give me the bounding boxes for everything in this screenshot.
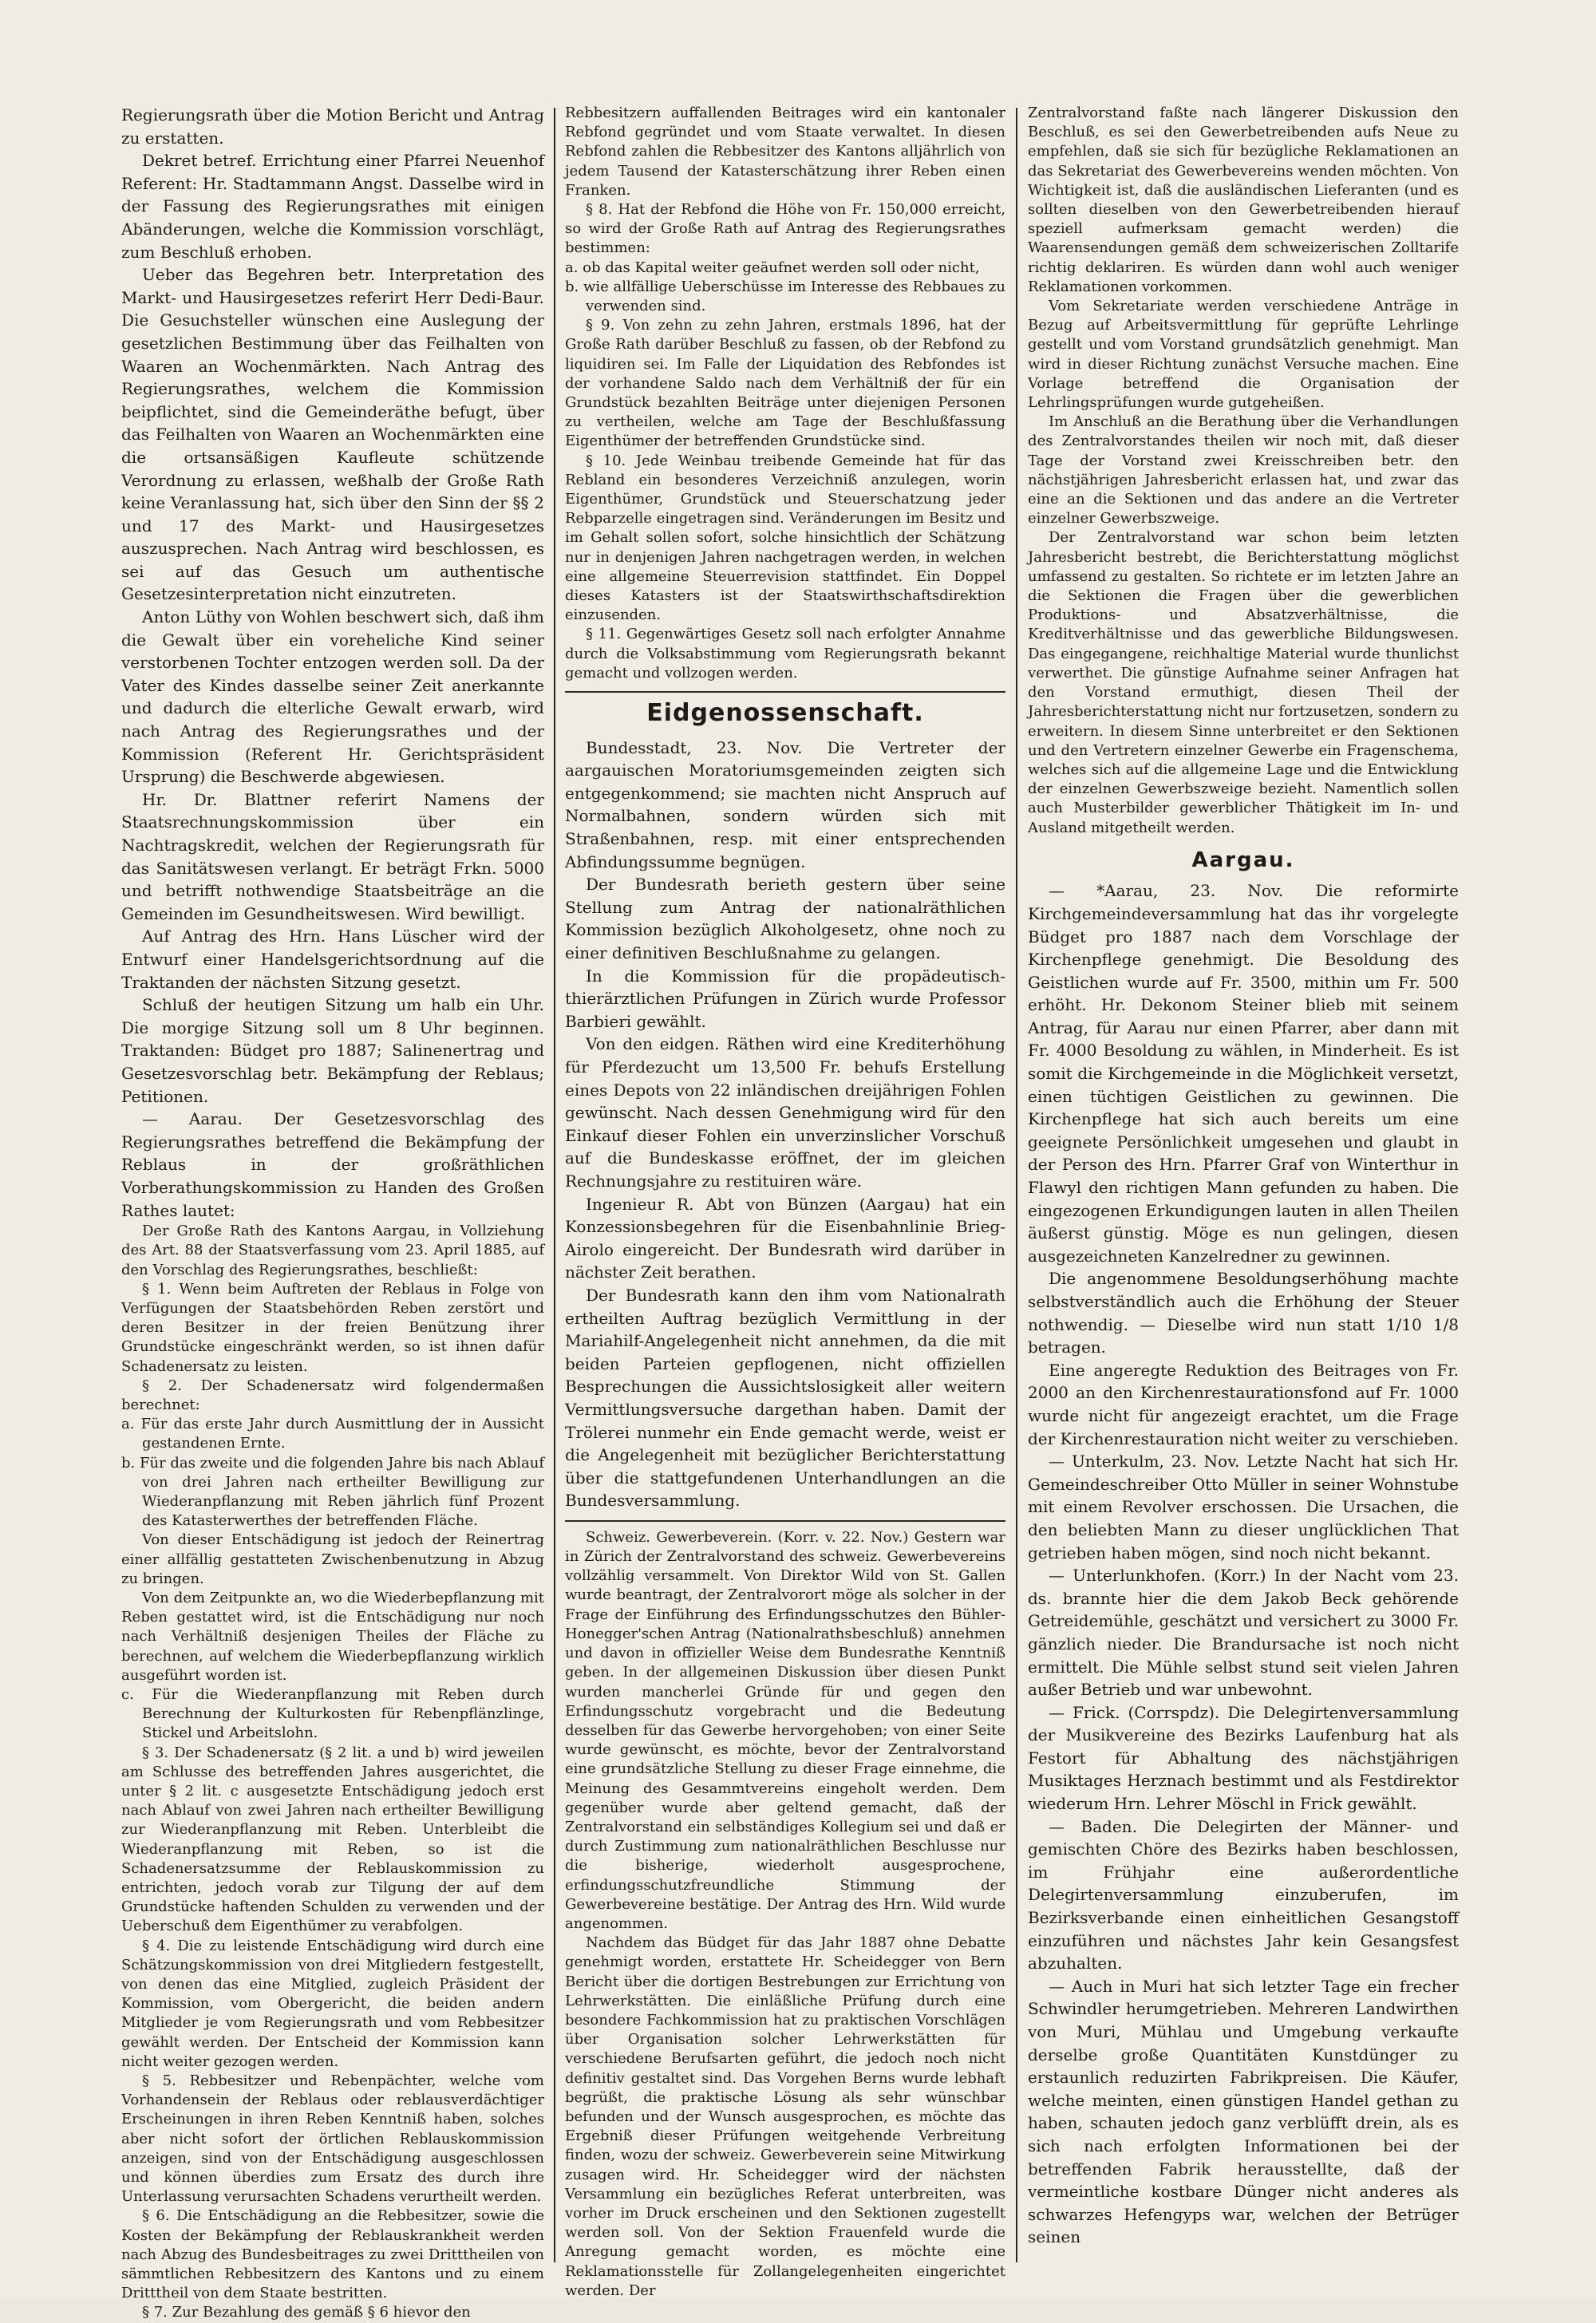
law-text bbox=[565, 104, 1005, 683]
paragraph: § 4. Die zu leistende Entschädigung wird durch eine Schätzungskommission von drei Mitgliedern festgestellt, von denen das eine Mitglied, zugleich Präsident der Kommission, vom Obergericht, die beiden andern Mitglieder je vom Regierungsrath und vom Rebbesitzer gewählt werden. Der Entscheid der Kommission kann nicht weiter gezogen werden. bbox=[121, 1937, 544, 2070]
paragraph: — Baden. Die Delegirten der Männer- und gemischten Chöre des Bezirks haben beschlossen, im Frühjahr eine außerordentliche Delegirtenversammlung einzuberufen, im Bezirksverbande einen einheitlichen Gesangstoff einzuführen und nächstes Jahr kein Gesangsfest abzuhalten. bbox=[1028, 1816, 1459, 1973]
column-3 bbox=[1028, 104, 1459, 2258]
paragraph: — *Aarau, 23. Nov. Die reformirte Kirchgemeindeversammlung hat das ihr vorgelegte Büdget pro 1887 nach dem Vorschlage der Kirchenpflege genehmigt. Die Besoldung des Geistlichen wurde auf Fr. 3500, mithin um Fr. 500 erhöht. Hr. Dekonom Steiner blieb mit seinem Antrag, für Aarau nur einen Pfarrer, aber dann mit Fr. 4000 Besoldung zu wählen, in Minderheit. Es ist somit die Kirchgemeinde in die Möglichkeit versetzt, einen tüchtigen Geistlichen zu gewinnen. Die Kirchenpflege hat sich auch bereits um eine geeignete Persönlichkeit umgesehen und glaubt in der Person des Hrn. Pfarrer Graf von Winterthur in Flawyl den richtigen Mann gefunden zu haben. Die eingezogenen Erkundigungen lauten in allen Theilen äußerst günstig. Möge es nun gelingen, diesen ausgezeichneten Kanzelredner zu gewinnen. bbox=[1028, 881, 1459, 1266]
list-item: b. wie allfällige Ueberschüsse im Interesse des Rebbaues zu verwenden sind. bbox=[565, 278, 1005, 315]
paragraph: Regierungsrath über die Motion Bericht und Antrag zu erstatten. bbox=[121, 105, 544, 148]
paragraph: Der Große Rath des Kantons Aargau, in Vollziehung des Art. 88 der Staatsverfassung vom 23. April 1885, auf den Vorschlag des Regierungsrathes, beschließt: bbox=[121, 1223, 544, 1278]
paragraph: Der Bundesrath berieth gestern über seine Stellung zum Antrag der nationalräthlichen Kommission bezüglich Alkoholgesetz, ohne noch zu einer definitiven Beschlußnahme zu gelangen. bbox=[565, 875, 1005, 963]
paragraph: Nachdem das Büdget für das Jahr 1887 ohne Debatte genehmigt worden, erstattete Hr. Scheidegger von Bern Bericht über die dortigen Bestrebungen zur Errichtung von Lehrwerkstätten. Die einläßliche Prüfung durch eine besondere Fachkommission hat zu praktischen Vorschlägen über Organisation solcher Lehrwerkstätten für verschiedene Berufsarten geführt, die jedoch noch nicht definitiv gestaltet sind. Das Vorgehen Berns wurde lebhaft begrüßt, die praktische Lösung als sehr wünschbar befunden und der Wunsch ausgesprochen, es möchte das Ergebniß dieser Prüfungen weitgehende Verbreitung finden, wozu der schweiz. Gewerbeverein seine Mitwirkung zusagen wird. Hr. Scheidegger wird der nächsten Versammlung ein bezügliches Referat unterbreiten, was vorher im Druck erscheinen und den Sektionen zugestellt werden soll. Von der Sektion Frauenfeld wurde die Anregung gemacht worden, es möchte eine Reklamationsstelle für Zollangelegenheiten eingerichtet werden. Der bbox=[565, 1934, 1005, 2299]
paragraph: § 5. Rebbesitzer und Rebenpächter, welche vom Vorhandensein der Reblaus oder reblausverdächtiger Erscheinungen in ihren Reben Kenntniß haben, solches aber nicht sofort der örtlichen Reblauskommission anzeigen, sind von der Entschädigung ausgeschlossen und können überdies zum Ersatz des durch ihre Unterlassung verursachten Schadens verurtheilt werden. bbox=[121, 2072, 544, 2206]
paragraph: § 9. Von zehn zu zehn Jahren, erstmals 1896, hat der Große Rath darüber Beschluß zu fassen, ob der Rebfond zu liquidiren sei. Im Falle der Liquidation des Rebfondes ist der vorhandene Saldo nach dem Verhältniß der für ein Grundstück bezahlten Beiträge unter diejenigen Personen zu vertheilen, welche am Tage der Beschlußfassung Eigenthümer der betreffenden Grundstücke sind. bbox=[565, 317, 1005, 450]
list-item: a. ob das Kapital weiter geäufnet werden soll oder nicht, bbox=[565, 259, 980, 276]
paragraph: Von dem Zeitpunkte an, wo die Wiederbepflanzung mit Reben gestattet wird, ist die Entschädigung nur noch nach Verhältniß desjenigen Theiles der Fläche zu berechnen, auf welchem die Wiederbepflanzung wirklich ausgeführt worden ist. bbox=[121, 1589, 544, 1684]
paragraph: Der Bundesrath kann den ihm vom Nationalrath ertheilten Auftrag bezüglich Vermittlung in der Mariahilf-Angelegenheit nicht annehmen, da die mit beiden Parteien gepflogenen, nicht offiziellen Besprechungen die Aussichtslosigkeit aller weitern Vermittlungsversuche dargethan haben. Damit der Trölerei nunmehr ein Ende gemacht werde, weist er die Angelegenheit mit bezüglicher Berichterstattung über die stattgefundenen Unterhandlungen an die Bundesversammlung. bbox=[565, 1285, 1005, 1511]
paragraph: — Aarau. Der Gesetzesvorschlag des Regierungsrathes betreffend die Bekämpfung der Reblaus in der großräthlichen Vorberathungskommission zu Handen des Großen Rathes lautet: bbox=[121, 1109, 544, 1220]
paragraph: Anton Lüthy von Wohlen beschwert sich, daß ihm die Gewalt über ein voreheliche Kind seiner verstorbenen Tochter entzogen werden soll. Da der Vater des Kindes dasselbe seiner Zeit anerkannte und dadurch die elterliche Gewalt erwarb, wird nach Antrag des Regierungsrathes und der Kommission (Referent Hr. Gerichtspräsident Ursprung) die Beschwerde abgewiesen. bbox=[121, 607, 544, 787]
paragraph: Von den eidgen. Räthen wird eine Krediterhöhung für Pferdezucht um 13,500 Fr. behufs Erstellung eines Depots von 22 inländischen dreijährigen Fohlen gewünscht. Nach dessen Genehmigung wird für den Einkauf dieser Fohlen ein unverzinslicher Vorschuß auf die Bundeskasse eröffnet, der im gleichen Rechnungsjahre zu restituiren wäre. bbox=[565, 1034, 1005, 1191]
paragraph: Der Zentralvorstand war schon beim letzten Jahresbericht bestrebt, die Berichterstattung möglichst umfassend zu gestalten. So richtete er im letzten Jahre an die Sektionen die Fragen über die gewerblichen Produktions- und Absatzverhältnisse, die Kreditverhältnisse und das gewerbliche Bildungswesen. Das eingegangene, reichhaltige Material wurde thunlichst verwerthet. Die günstige Aufnahme seiner Anfragen hat den Vorstand ermuthigt, diesen Theil der Jahresberichterstattung nicht nur fortzusetzen, sondern zu erweitern. In diesem Sinne unterbreitet er den Sektionen und den Vertretern einzelner Gewerbe ein Fragenschema, welches sich auf die allgemeine Lage und die Entwicklung der einzelnen Gewerbszweige bezieht. Namentlich sollen auch Musterbilder gewerblicher Thätigkeit im In- und Ausland mitgetheilt werden. bbox=[1028, 529, 1459, 836]
article-gewerbeverein bbox=[565, 1528, 1005, 2301]
paragraph: — Unterkulm, 23. Nov. Letzte Nacht hat sich Hr. Gemeindeschreiber Otto Müller in seiner Wohnstube mit einem Revolver erschossen. Die Ursachen, die den beliebten Mann zu dieser unglücklichen That getrieben haben mögen, sind noch nicht bekannt. bbox=[1028, 1452, 1459, 1562]
paragraph: Im Anschluß an die Berathung über die Verhandlungen des Zentralvorstandes theilen wir noch mit, daß dieser Tage der Vorstand zwei Kreisschreiben betr. den nächstjährigen Jahresbericht erlassen hat, und zwar das eine an die Sektionen und das andere an die Vertreter einzelner Gewerbszweige. bbox=[1028, 413, 1459, 527]
paragraph: § 7. Zur Bezahlung des gemäß § 6 hievor den bbox=[142, 2304, 471, 2321]
paragraph: § 11. Gegenwärtiges Gesetz soll nach erfolgter Annahme durch die Volksabstimmung vom Regierungsrath bekannt gemacht und vollzogen werden. bbox=[565, 626, 1005, 681]
section-heading-eidgenossenschaft: Eidgenossenschaft. bbox=[646, 699, 924, 728]
paragraph: § 6. Die Entschädigung an die Rebbesitzer, sowie die Kosten der Bekämpfung der Reblauskrankheit werden nach Abzug des Bundesbeitrages zu zwei Dritttheilen von sämmtlichen Rebbesitzern des Kantons und zu einem Dritttheil von dem Staate bestritten. bbox=[121, 2207, 544, 2302]
paragraph: Ingenieur R. Abt von Bünzen (Aargau) hat ein Konzessionsbegehren für die Eisenbahnlinie Brieg-Airolo eingereicht. Der Bundesrath wird darüber in nächster Zeit berathen. bbox=[565, 1194, 1005, 1282]
paragraph: In die Kommission für die propädeutisch-thierärztlichen Prüfungen in Zürich wurde Professor Barbieri gewählt. bbox=[565, 966, 1005, 1031]
paragraph: Bundesstadt, 23. Nov. Die Vertreter der aargauischen Moratoriumsgemeinden zeigten sich entgegenkommend; sie machten nicht Anspruch auf Normalbahnen, sondern würden sich mit Straßenbahnen, resp. mit einer entsprechenden Abfindungssumme begnügen. bbox=[565, 737, 1005, 871]
paragraph: Auf Antrag des Hrn. Hans Lüscher wird der Entwurf einer Handelsgerichtsordnung auf die Traktanden der nächsten Sitzung gesetzt. bbox=[121, 926, 544, 992]
paragraph: Schluß der heutigen Sitzung um halb ein Uhr. Die morgige Sitzung soll um 8 Uhr beginnen. Traktanden: Büdget pro 1887; Salinenertrag und Gesetzesvorschlag betr. Bekämpfung der Reblaus; Petitionen. bbox=[121, 995, 544, 1106]
list-item: b. Für das zweite und die folgenden Jahre bis nach Ablauf von drei Jahren nach ertheilter Bewilligung zur Wiederanpflanzung mit Reben jährlich fünf Prozent des Katasterwerthes der betreffenden Fläche. bbox=[121, 1454, 544, 1530]
column-divider bbox=[1016, 108, 1017, 2262]
paragraph: — Unterlunkhofen. (Korr.) In der Nacht vom 23. ds. brannte hier die dem Jakob Beck gehörende Getreidemühle, geschätzt und versichert zu 3000 Fr. gänzlich nieder. Die Brandursache ist noch nicht ermittelt. Die Mühle selbst stund seit vielen Jahren außer Betrieb und war unbewohnt. bbox=[1028, 1566, 1459, 1700]
paragraph: — Frick. (Corrspdz). Die Delegirtenversammlung der Musikvereine des Bezirks Laufenburg hat als Festort für Abhaltung des nächstjährigen Musiktages Herznach bestimmt und als Festdirektor wiederum Hrn. Lehrer Möschl in Frick gewählt. bbox=[1028, 1702, 1459, 1814]
paragraph: § 2. Der Schadenersatz wird folgendermaßen berechnet: bbox=[121, 1377, 544, 1413]
paragraph: § 3. Der Schadenersatz (§ 2 lit. a und b) wird jeweilen am Schlusse des betreffenden Jahres ausgerichtet, die unter § 2 lit. c ausgesetzte Entschädigung jedoch erst nach Ablauf von zwei Jahren nach ertheilter Bewilligung zur Wiederanpflanzung mit Reben. Unterbleibt die Wiederanpflanzung mit Reben, so ist die Schadenersatzsumme der Reblauskommission zu entrichten, jedoch vorab zur Tilgung der auf dem Grundstücke haftenden Schulden zu verwenden und der Ueberschuß dem Eigenthümer zu verabfolgen. bbox=[121, 1744, 544, 1935]
paragraph: — Auch in Muri hat sich letzter Tage ein frecher Schwindler herumgetrieben. Mehreren Landwirthen von Muri, Mühlau und Umgebung verkaufte derselbe große Quantitäten Kunstdünger zu erstaunlich reduzirten Fabrikpreisen. Die Käufer, welche meinten, einen günstigen Handel gethan zu haben, schauten jedoch ganz verblüfft drein, als es sich nach erfolgten Informationen bei der betreffenden Fabrik herausstellte, daß der vermeintliche kostbare Dünger nicht anderes als schwarzes Hefengyps war, welchen der Betrüger seinen bbox=[1028, 1976, 1459, 2247]
paragraph: Rebbesitzern auffallenden Beitrages wird ein kantonaler Rebfond gegründet und vom Staate verwaltet. In diesen Rebfond zahlen die Rebbesitzer des Kantons alljährlich von jedem Tausend der Katasterschätzung ihrer Reben einen Franken. bbox=[565, 105, 1005, 199]
article-continuation bbox=[1028, 104, 1459, 838]
list-item: a. Für das erste Jahr durch Ausmittlung der in Aussicht gestandenen Ernte. bbox=[121, 1416, 544, 1452]
paragraph: Ueber das Begehren betr. Interpretation des Markt- und Hausirgesetzes referirt Herr Dedi-Baur. Die Gesuchsteller wünschen eine Auslegung der gesetzlichen Bestimmung über das Feilhalten von Waaren an Wochenmärkten. Nach Antrag des Regierungsrathes, welchem die Kommission beipflichtet, sind die Gemeinderäthe befugt, über das Feilhalten von Waaren an Wochenmärkten eine die ortsansäßigen Kaufleute schützende Verordnung zu erlassen, weßhalb der Große Rath keine Veranlassung hat, sich über den Sinn der §§ 2 und 17 des Markt- und Hausirgesetzes auszusprechen. Nach Antrag wird beschlossen, es sei auf das Gesuch um authentische Gesetzesinterpretation nicht einzutreten. bbox=[121, 265, 544, 604]
law-text bbox=[121, 1222, 544, 2323]
paragraph: Hr. Dr. Blattner referirt Namens der Staatsrechnungskommission über ein Nachtragskredit, welchen der Regierungsrath für das Sanitätswesen verlangt. Er beträgt Frkn. 5000 und betrifft nothwendige Staatsbeiträge an die Gemeinden im Gesundheitswesen. Wird bewilligt. bbox=[121, 789, 544, 923]
paragraph: Dekret betref. Errichtung einer Pfarrei Neuenhof Referent: Hr. Stadtammann Angst. Dasselbe wird in der Fassung des Regierungsrathes mit einigen Abänderungen, welche die Kommission vorschlägt, zum Beschluß erhoben. bbox=[121, 151, 544, 262]
column-2 bbox=[565, 104, 1005, 2299]
section-rule bbox=[565, 1520, 1005, 1522]
paragraph: Vom Sekretariate werden verschiedene Anträge in Bezug auf Arbeitsvermittlung für geprüfte Lehrlinge gestellt und vom Vorstand grundsätzlich genehmigt. Man wird in dieser Richtung zunächst Versuche machen. Eine Vorlage betreffend die Organisation der Lehrlingsprüfungen wurde gutgeheißen. bbox=[1028, 298, 1459, 412]
paragraph: Zentralvorstand faßte nach längerer Diskussion den Beschluß, es sei den Gewerbetreibenden aufs Neue zu empfehlen, daß sie sich für bezügliche Reklamationen an das Sekretariat des Gewerbevereins wenden möchten. Von Wichtigkeit ist, daß die ausländischen Lieferanten (und es sollten dieselben von den Gewerbetreibenden hierauf speziell aufmerksam gemacht werden) die Waarensendungen gemäß dem schweizerischen Zolltarife richtig deklariren. Es würden dann wohl auch weniger Reklamationen vorkommen. bbox=[1028, 105, 1459, 295]
list-item: c. Für die Wiederanpflanzung mit Reben durch Berechnung der Kulturkosten für Rebenpflänzlinge, Stickel und Arbeitslohn. bbox=[121, 1685, 544, 1742]
column-1 bbox=[121, 104, 544, 2321]
paragraph: § 1. Wenn beim Auftreten der Reblaus in Folge von Verfügungen der Staatsbehörden Reben zerstört und deren Besitzer in der freien Benützung ihrer Grundstücke eingeschränkt werden, so ist ihnen dafür Schadenersatz zu leisten. bbox=[121, 1280, 544, 1375]
paragraph: Von dieser Entschädigung ist jedoch der Reinertrag einer allfällig gestatteten Zwischenbenutzung in Abzug zu bringen. bbox=[121, 1531, 544, 1587]
section-rule bbox=[565, 691, 1005, 693]
paragraph: Eine angeregte Reduktion des Beitrages von Fr. 2000 an den Kirchenrestaurationsfond auf Fr. 1000 wurde nicht für angezeigt erachtet, um die Frage der Kirchenrestauration nicht weiter zu verschieben. bbox=[1028, 1360, 1459, 1448]
paragraph: Schweiz. Gewerbeverein. (Korr. v. 22. Nov.) Gestern war in Zürich der Zentralvorstand des schweiz. Gewerbevereins vollzählig versammelt. Von Direktor Wild von St. Gallen wurde beantragt, der Zentralvorort möge als solcher in der Frage der Einführung des Erfindungsschutzes den Bühler-Honegger'schen Antrag (Nationalrathsbeschluß) annehmen und davon in offizieller Weise dem Bundesrathe Kenntniß geben. In der allgemeinen Diskussion über diesen Punkt wurden mancherlei Gründe für und gegen den Erfindungsschutz vorgebracht und die Bedeutung desselben für das Gewerbe hervorgehoben; von einer Seite wurde gewünscht, es möchte, bevor der Zentralvorstand eine grundsätzliche Stellung zu dieser Frage einnehme, die Meinung des Gesammtvereins eingeholt werden. Dem gegenüber wurde aber geltend gemacht, daß der Zentralvorstand ein selbständiges Kollegium sei und daß er durch Zustimmung zum nationalräthlichen Beschlusse nur die bisherige, wiederholt ausgesprochene, erfindungsschutzfreundliche Stimmung der Gewerbevereine bestätige. Der Antrag des Hrn. Wild wurde angenommen. bbox=[565, 1528, 1005, 1932]
paragraph: Die angenommene Besoldungserhöhung machte selbstverständlich auch die Erhöhung der Steuer nothwendig. — Dieselbe wird nun statt 1/10 1/8 betragen. bbox=[1028, 1269, 1459, 1357]
section-heading-aargau: Aargau. bbox=[1191, 847, 1295, 872]
paragraph: § 10. Jede Weinbau treibende Gemeinde hat für das Rebland ein besonderes Verzeichniß anzulegen, worin Eigenthümer, Grundstück und Steuerschatzung jeder Rebparzelle eingetragen sind. Veränderungen im Besitz und im Gehalt sollen sofort, solche hinsichtlich der Schätzung nur in denjenigen Jahren nachgetragen werden, in welchen eine allgemeine Steuerrevision stattfindet. Ein Doppel dieses Katasters ist der Staatswirthschaftsdirektion einzusenden. bbox=[565, 452, 1005, 624]
paragraph: § 8. Hat der Rebfond die Höhe von Fr. 150,000 erreicht, so wird der Große Rath auf Antrag des Regierungsrathes bestimmen: bbox=[565, 201, 1005, 257]
column-divider bbox=[554, 108, 555, 2262]
